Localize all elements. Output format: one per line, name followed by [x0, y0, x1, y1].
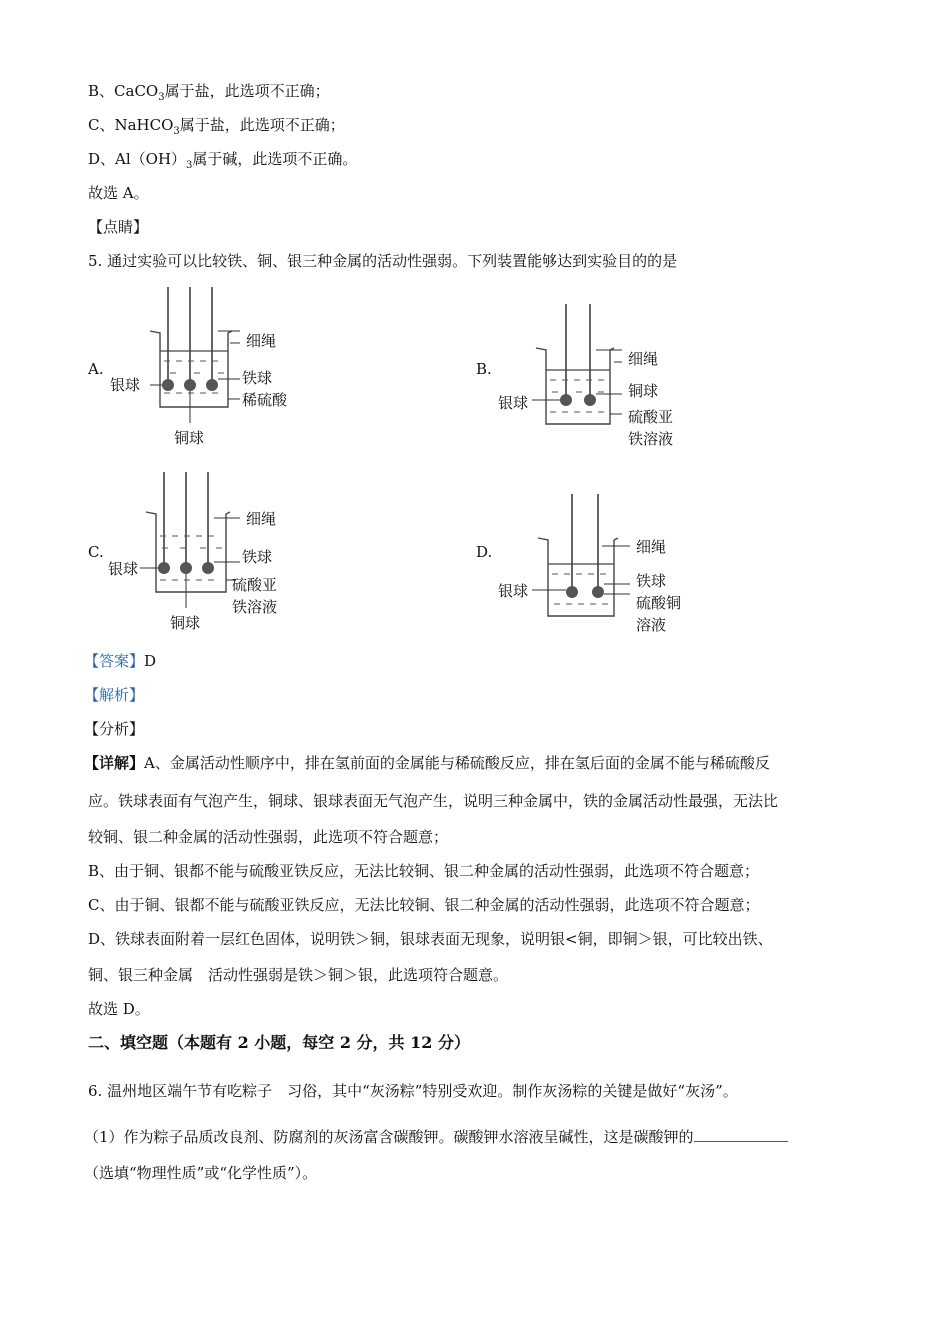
figure-d-silver-label: 银球 — [498, 582, 529, 600]
answer-value: D — [144, 652, 157, 670]
figure-d-solution-label-1: 硫酸铜 — [636, 594, 682, 612]
answer-blank[interactable] — [694, 1127, 788, 1142]
figure-a-letter: A. — [88, 360, 104, 378]
line-c-nahco3: C、NaHCO$_3$属于盐，此选项不正确； — [88, 116, 345, 137]
detail-line-6: D、铁球表面附着一层红色固体，说明铁＞铜，银球表面无现象，说明银<铜，即铜＞银，可比较出铁、 — [88, 930, 773, 948]
figure-b-copper-label: 铜球 — [628, 382, 659, 400]
figure-b-beaker — [490, 300, 710, 460]
figure-a-beaker — [100, 283, 320, 453]
question-6: 6. 温州地区端午节有吃粽子 习俗，其中“灰汤粽”特别受欢迎。制作灰汤粽的关键是做好“灰汤”。 — [88, 1082, 738, 1100]
figure-c-letter: C. — [88, 543, 104, 561]
detail-line-1: 【详解】A、金属活动性顺序中，排在氢前面的金属能与稀硫酸反应，排在氢后面的金属不能与稀硫酸反 — [84, 754, 770, 772]
detail-line-2: 应。铁球表面有气泡产生，铜球、银球表面无气泡产生，说明三种金属中，铁的金属活动性最强，无法比 — [88, 792, 779, 810]
fenxi-tag: 【分析】 — [84, 720, 145, 738]
figure-b-silver-label: 银球 — [498, 394, 529, 412]
detail-line-7: 铜、银三种金属 活动性强弱是铁＞铜＞银，此选项符合题意。 — [88, 966, 509, 984]
figure-a-copper-label: 铜球 — [174, 429, 205, 447]
question-6-part-1-hint: （选填“物理性质”或“化学性质”）。 — [84, 1164, 318, 1182]
line-dianjing: 【点睛】 — [88, 218, 149, 236]
figure-c-iron-label: 铁球 — [242, 548, 273, 566]
figure-c-beaker — [100, 468, 320, 638]
question-5: 5. 通过实验可以比较铁、铜、银三种金属的活动性强弱。下列装置能够达到实验目的的是 — [88, 252, 678, 270]
figure-d-letter: D. — [476, 543, 493, 561]
answer-tag: 【答案】 — [84, 652, 145, 670]
figure-d-iron-label: 铁球 — [636, 572, 667, 590]
figure-c-rope-label: 细绳 — [246, 510, 277, 528]
figure-d-solution-label-2: 溶液 — [636, 616, 667, 634]
answer-line — [84, 650, 156, 672]
detail-line-3: 较铜、银二种金属的活动性强弱，此选项不符合题意； — [88, 828, 449, 846]
figure-d-beaker — [490, 490, 710, 640]
figure-a-silver-label: 银球 — [110, 376, 141, 394]
figure-c-copper-label: 铜球 — [170, 614, 201, 632]
figure-b-solution-label-1: 硫酸亚 — [628, 408, 674, 426]
detail-line-5: C、由于铜、银都不能与硫酸亚铁反应，无法比较铜、银二种金属的活动性强弱，此选项不符合题意； — [88, 896, 760, 914]
figure-c-solution-label-1: 硫酸亚 — [232, 576, 278, 594]
section-2-heading: 二、填空题（本题有 2 小题，每空 2 分，共 12 分） — [88, 1033, 470, 1052]
figure-b-letter: B. — [476, 360, 492, 378]
line-choose-a: 故选 A。 — [88, 184, 149, 202]
figure-b-rope-label: 细绳 — [628, 350, 659, 368]
detail-line-8: 故选 D。 — [88, 1000, 150, 1018]
figure-a-acid-label: 稀硫酸 — [242, 391, 288, 409]
figure-c-silver-label: 银球 — [108, 560, 139, 578]
line-d-aloh3: D、$Al(OH)_3$属于碱，此选项不正确。 — [88, 150, 358, 171]
figure-d-rope-label: 细绳 — [636, 538, 667, 556]
detail-line-4: B、由于铜、银都不能与硫酸亚铁反应，无法比较铜、银二种金属的活动性强弱，此选项不符合题意； — [88, 862, 760, 880]
detail-tag: 【详解】 — [84, 754, 145, 772]
analysis-tag: 【解析】 — [84, 686, 145, 704]
figure-a-iron-label: 铁球 — [242, 369, 273, 387]
figure-c-solution-label-2: 铁溶液 — [232, 598, 278, 616]
line-b-caco3: B、CaCO$_3$属于盐，此选项不正确； — [88, 82, 330, 103]
question-6-part-1: （1）作为粽子品质改良剂、防腐剂的灰汤富含碳酸钾。碳酸钾水溶液呈碱性，这是碳酸钾的 — [84, 1126, 788, 1148]
figure-b-solution-label-2: 铁溶液 — [628, 430, 674, 448]
figure-a-rope-label: 细绳 — [246, 332, 277, 350]
